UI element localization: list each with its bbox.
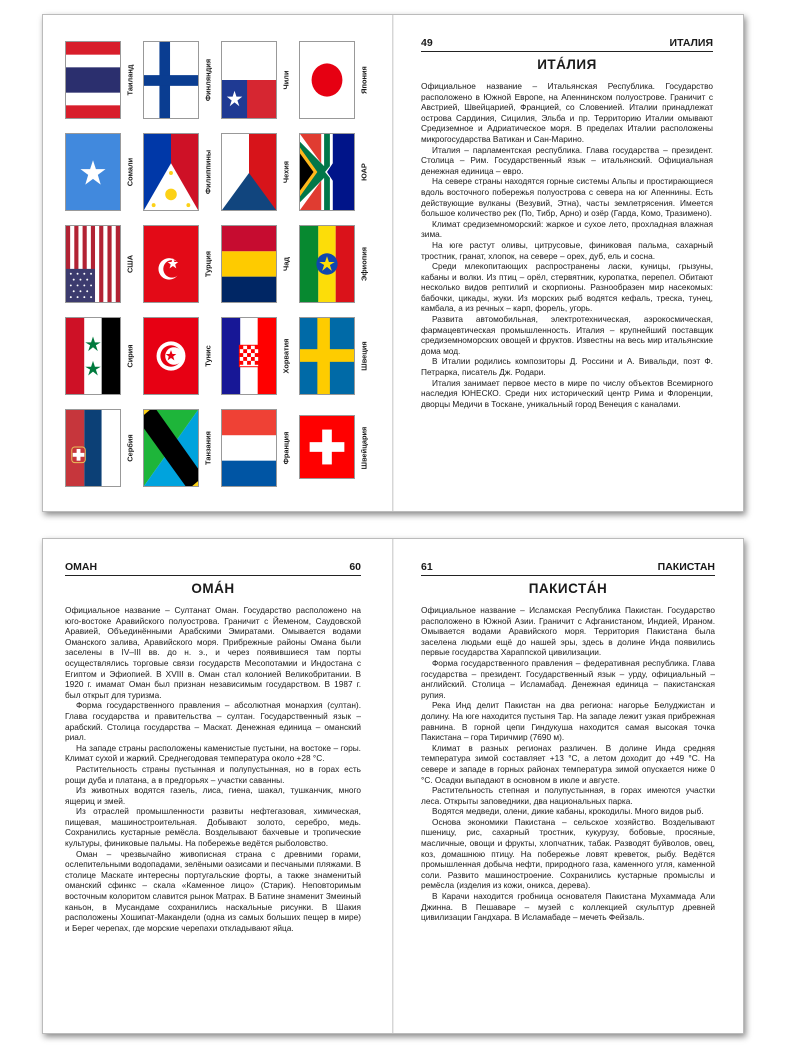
flags-grid bbox=[65, 37, 375, 497]
flag-label: ЮАР bbox=[359, 163, 368, 181]
flag-card bbox=[299, 37, 373, 123]
book-gutter bbox=[392, 539, 394, 1033]
flag-card bbox=[299, 221, 373, 307]
article-title: ПАКИСТÁН bbox=[528, 581, 608, 596]
paragraph: Климат в разных регионах различен. В долине Инда средняя температура зимой составляет +13 °С, а летом доходит до +49 °С. На севере и западе в горных районах температура зимой опускается ниже 0 °С. Осадки выпадают в основном в июле и августе. bbox=[421, 742, 715, 785]
flag-label: Хорватия bbox=[281, 338, 290, 374]
paragraph: В Карачи находится гробница основателя Пакистана Мухаммада Али Джинна. В Пешаваре – музей с коллекцией скульптур древней цивилизации Гандхара. В Исламабаде – мечеть Фейзаль. bbox=[421, 891, 715, 923]
article-body bbox=[421, 81, 713, 409]
flags-page bbox=[43, 15, 392, 511]
paragraph: Река Инд делит Пакистан на два региона: нагорье Белуджистан и долину. На юге находится пустыня Тар. На западе лежит узкая прибрежная равнина. В горной цепи Гиндукуша находится самая высокая точка Пакистана – гора Тиричмир (7690 м). bbox=[421, 700, 715, 743]
flag-card bbox=[143, 313, 217, 399]
paragraph: Официальное название – Султанат Оман. Государство расположено на юго-востоке Аравийского полуострова. Граничит с Йеменом, Саудовской Аравией, Объединёнными Арабскими Эмиратами. Омывается водами Оманского залива, Аравийского моря. Прибрежные районы Омана были заселены в IV–III вв. до н. э., и через появившиеся там порты осуществлялись торговые связи государств Месопотамии и Индостана с Египтом и Эфиопией. В XVIII в. Оман стал колонией Великобритании. В 1920 г. имамат Оман был признан независимым государством. В 1987 г. был открыт для туризма. bbox=[65, 605, 361, 700]
chad-flag-icon bbox=[221, 225, 277, 303]
flag-card bbox=[221, 37, 295, 123]
flag-label: Турция bbox=[203, 250, 212, 278]
flag-card bbox=[299, 129, 373, 215]
czechia-flag-icon bbox=[221, 133, 277, 211]
article-body bbox=[421, 605, 715, 923]
switzerland-flag-icon bbox=[299, 415, 355, 479]
paragraph: Форма государственного правления – абсолютная монархия (султан). Глава государства и правительства – султан. Государственный язык – арабский. Столица государства – Маскат. Денежная единица – оманский риал. bbox=[65, 700, 361, 743]
paragraph: Италия – парламентская республика. Глава государства – президент. Столица – Рим. Государственный язык – итальянский. Официальная денежная единица – евро. bbox=[421, 144, 713, 176]
flag-label: Сирия bbox=[125, 344, 134, 368]
flag-label: Япония bbox=[359, 66, 368, 94]
flag-label: Финляндия bbox=[203, 58, 212, 102]
croatia-flag-icon bbox=[221, 317, 277, 395]
flag-card bbox=[299, 405, 373, 491]
flag-card bbox=[221, 405, 295, 491]
flag-card bbox=[221, 129, 295, 215]
paragraph: Официальное название – Итальянская Республика. Государство расположено в Южной Европе, на Апеннинском полуострове. Граничит с Австрией, Швейцарией, Францией, со Словенией. Италии принадлежат острова Сардиния, Сицилия, Эльба и пр. Территорию Италии омывают Средиземное и Адриатическое моря. В пределах Италии расположены микрогосударства Ватикан и Сан-Марино. bbox=[421, 81, 713, 144]
running-header bbox=[421, 35, 713, 52]
flag-card bbox=[65, 405, 139, 491]
somalia-flag-icon bbox=[65, 133, 121, 211]
article-title: ОМÁН bbox=[191, 581, 235, 596]
paragraph: Среди млекопитающих распространены ласки, куницы, грызуны, кабаны и волки. Из птиц – орёл, стервятник, куропатка, перепел. Обитают несколько видов рептилий и скорпионы. Разнообразен мир насекомых: бабочки, цикады, жуки. Из морских рыб водятся кефаль, треска, тунец, камбала, а из речных – карп, форель, угорь. bbox=[421, 261, 713, 314]
flag-card bbox=[143, 405, 217, 491]
serbia-flag-icon bbox=[65, 409, 121, 487]
flag-card bbox=[221, 313, 295, 399]
flag-card bbox=[65, 313, 139, 399]
tunisia-flag-icon bbox=[143, 317, 199, 395]
paragraph: На севере страны находятся горные системы Альпы и простирающиеся вдоль восточного побережья полуострова с севера на юг Апеннины. Есть действующие вулканы (Везувий, Этна), часты землетрясения. Имеется большое количество рек (По, Тибр, Арно) и озёр (Гарда, Комо, Тразимено). bbox=[421, 176, 713, 219]
flag-label: Швеция bbox=[359, 341, 368, 371]
paragraph: На западе страны расположены каменистые пустыни, на востоке – горы. Климат сухой и жаркий. Среднегодовая температура около +28 °С. bbox=[65, 742, 361, 764]
running-head-title: ИТАЛИЯ bbox=[669, 37, 713, 49]
flag-label: Франция bbox=[281, 431, 290, 465]
paragraph: Растительность степная и полупустынная, в горах имеются участки леса. Открыты заповедники, два национальных парка. bbox=[421, 785, 715, 806]
flag-card bbox=[65, 221, 139, 307]
flag-label: США bbox=[125, 254, 134, 274]
flag-label: Сербия bbox=[125, 434, 134, 462]
paragraph: Растительность страны пустынная и полупустынная, но в горах есть рощи дуба и платана, а в предгорьях – участки саванны. bbox=[65, 763, 361, 785]
france-flag-icon bbox=[221, 409, 277, 487]
article-body bbox=[65, 605, 361, 933]
page-number: 61 bbox=[421, 561, 433, 573]
paragraph: Развита автомобильная, электротехническая, аэрокосмическая, фармацевтическая промышленность. Италия – крупнейший поставщик средиземноморских овощей и фруктов. Известны на весь мир итальянские дома мод. bbox=[421, 314, 713, 356]
philippines-flag-icon bbox=[143, 133, 199, 211]
flag-card bbox=[299, 313, 373, 399]
flag-label: Таиланд bbox=[125, 64, 134, 96]
paragraph: На юге растут оливы, цитрусовые, финиковая пальма, сахарный тростник, гранат, хлопок, на севере – орех, дуб, ель и сосна. bbox=[421, 239, 713, 261]
paragraph: Официальное название – Исламская Республика Пакистан. Государство расположено в Южной Азии. Граничит с Афганистаном, Индией, Ираном. Омывается водами Аравийского моря. Территория Пакистана была заселена людьми ещё до нашей эры, здесь в долине Инда появились первые государства Хараппской цивилизации. bbox=[421, 605, 715, 658]
turkey-flag-icon bbox=[143, 225, 199, 303]
ethiopia-flag-icon bbox=[299, 225, 355, 303]
oman-page bbox=[65, 539, 361, 1033]
page-number: 60 bbox=[349, 561, 361, 573]
flag-label: Филиппины bbox=[203, 149, 212, 195]
book-gutter bbox=[392, 15, 394, 511]
flag-card bbox=[143, 37, 217, 123]
paragraph: Из отраслей промышленности развиты нефтегазовая, химическая, пищевая, машиностроительная. Добывают золото, серебро, медь. Сохранились кустарные ремёсла. Возделывают бахчевые и тропические культуры, финиковые пальмы. На побережье ведётся рыболовство. bbox=[65, 806, 361, 849]
italy-page bbox=[421, 15, 713, 511]
finland-flag-icon bbox=[143, 41, 199, 119]
running-head-title: ОМАН bbox=[65, 561, 98, 573]
book-spread-bottom bbox=[42, 538, 744, 1034]
flag-label: Эфиопия bbox=[359, 246, 368, 282]
paragraph: Италия занимает первое место в мире по числу объектов Всемирного наследия ЮНЕСКО. Среди них исторический центр Рима и Флоренции, дворцы Медичи в Тоскане, уникальный город Венеция с каналами. bbox=[421, 377, 713, 409]
book-spread-top bbox=[42, 14, 744, 512]
usa-flag-icon bbox=[65, 225, 121, 303]
paragraph: Водятся медведи, олени, дикие кабаны, крокодилы. Много видов рыб. bbox=[432, 806, 704, 817]
sweden-flag-icon bbox=[299, 317, 355, 395]
paragraph: Из животных водятся газель, лиса, гиена, шакал, тушканчик, много ящериц и змей. bbox=[65, 785, 361, 806]
flag-label: Чили bbox=[281, 70, 290, 90]
flag-card bbox=[65, 129, 139, 215]
flag-card bbox=[221, 221, 295, 307]
thailand-flag-icon bbox=[65, 41, 121, 119]
flag-card bbox=[143, 129, 217, 215]
pakistan-page bbox=[421, 539, 715, 1033]
chile-flag-icon bbox=[221, 41, 277, 119]
flag-label: Чад bbox=[281, 257, 290, 271]
paragraph: Оман – чрезвычайно живописная страна с древними горами, ослепительными водопадами, зелёными оазисами и песчаными пляжами. В столице Маскате интересны португальские форты, а также знаменитый оманский сфинкс – скала «Каменное лицо» (Старик). Неповторимым восточным колоритом славится рынок Матрах. В Батине знаменит Змеиный каньон, в Мусандаме сохранились наскальные рисунки. В Шакия расположены Хошипат-Макандели (одна из самых больших пещер в мире) и Берег черепах, где морские черепахи откладывают яйца. bbox=[65, 848, 361, 933]
flag-label: Тунис bbox=[203, 345, 212, 367]
paragraph: Форма государственного правления – федеративная республика. Глава государства – президент. Государственный язык – урду, официальный – английский. Столица – Исламабад. Денежная единица – пакистанская рупия. bbox=[421, 657, 715, 700]
flag-card bbox=[143, 221, 217, 307]
running-header bbox=[65, 559, 361, 576]
japan-flag-icon bbox=[299, 41, 355, 119]
syria-flag-icon bbox=[65, 317, 121, 395]
paragraph: Основа экономики Пакистана – сельское хозяйство. Возделывают пшеницу, рис, сахарный тростник, кукурузу, бобовые, просяные, масличные, овощи и фрукты, хлопчатник, табак. Разводят буйволов, овец, коз, домашнюю птицу. На побережье ловят креветок, рыбу. Ведётся промышленная добыча нефти, природного газа, каменного угля, каменной соли. Развито машиностроение. Сохранились кустарные промыслы и ремёсла (изделия из кожи, оникса, дерева). bbox=[421, 816, 715, 891]
flag-card bbox=[65, 37, 139, 123]
flag-label: Чехия bbox=[281, 160, 290, 184]
running-head-title: ПАКИСТАН bbox=[657, 561, 715, 573]
flag-label: Швейцария bbox=[359, 426, 368, 470]
flag-label: Сомали bbox=[125, 157, 134, 187]
paragraph: В Италии родились композиторы Д. Россини и А. Вивальди, поэт Ф. Петрарка, писатель Дж. Родари. bbox=[421, 356, 713, 378]
running-header bbox=[421, 559, 715, 576]
south-africa-flag-icon bbox=[299, 133, 355, 211]
tanzania-flag-icon bbox=[143, 409, 199, 487]
page-number: 49 bbox=[421, 37, 433, 49]
article-title: ИТÁЛИЯ bbox=[537, 57, 597, 72]
paragraph: Климат средиземноморский: жаркое и сухое лето, прохладная влажная зима. bbox=[421, 218, 713, 240]
flag-label: Танзания bbox=[203, 431, 212, 465]
